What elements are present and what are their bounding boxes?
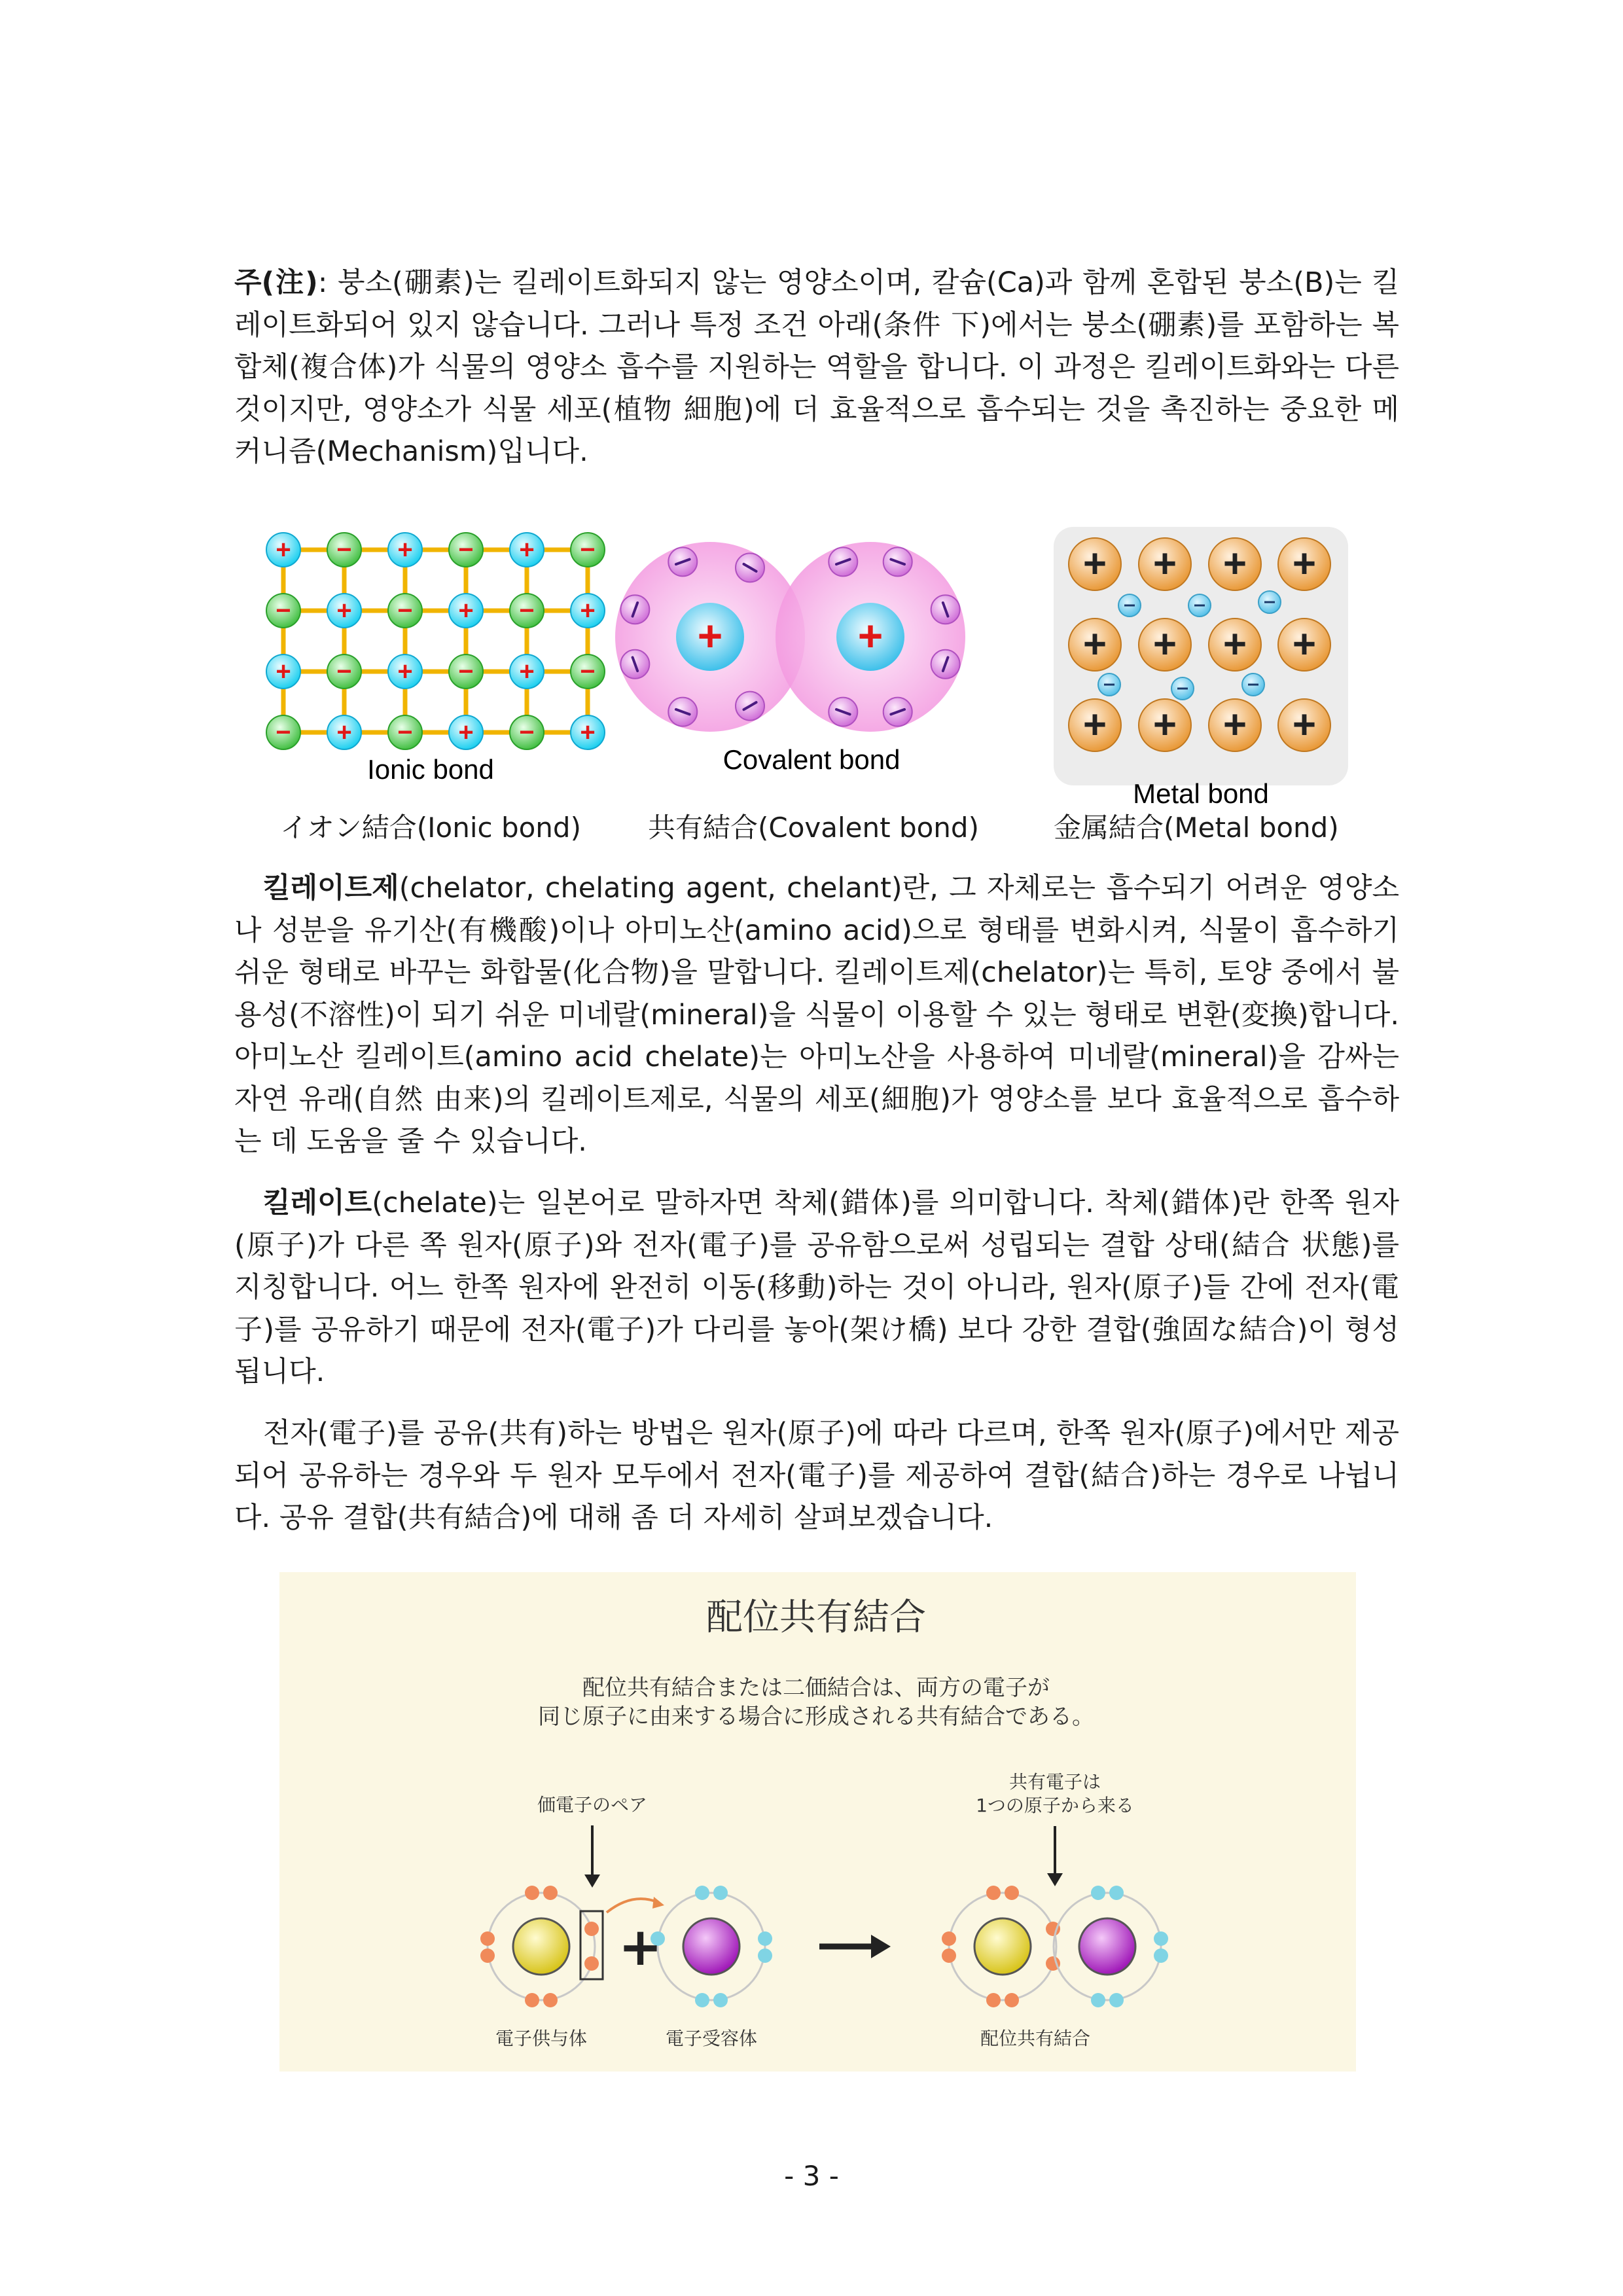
electron	[1109, 1993, 1124, 2007]
plus-icon: +	[857, 611, 883, 660]
caption-metal: 金属結合(Metal bond)	[1054, 812, 1339, 844]
donor-nucleus	[513, 1918, 569, 1975]
minus-icon: −	[519, 718, 535, 747]
note-paragraph	[234, 262, 1399, 473]
ionic-bond-label: Ionic bond	[367, 754, 494, 785]
chelate-paragraph	[234, 1182, 1399, 1393]
page-number: - 3 -	[784, 2160, 839, 2192]
note-text: : 붕소(硼素)는 킬레이트화되지 않는 영양소이며, 칼슘(Ca)과 함께 혼합된 붕소(B)는 킬레이트화되어 있지 않습니다. 그러나 특정 조건 아래(条件 下)에서는 붕소(硼素)를 포함하는 복합체(複合体)가 식물의 영양소 흡수를 지원하는 역할을 합니다. 이 과정은 킬레이트화와는 다른 것이지만, 영양소가 식물 세포(植物 細胞)에 더 효율적으로 흡수되는 것을 촉진하는 중요한 메커니즘(Mechanism)입니다.	[234, 266, 1399, 468]
electron	[543, 1886, 558, 1900]
electron	[1005, 1993, 1019, 2007]
minus-icon: −	[336, 535, 352, 564]
ionic-lattice	[266, 533, 605, 749]
plus-sign-icon: +	[618, 1916, 663, 1977]
chelator-paragraph	[234, 867, 1399, 1163]
plus-icon: +	[336, 718, 352, 747]
electron	[713, 1993, 728, 2007]
minus-icon: −	[397, 718, 413, 747]
electron	[1091, 1886, 1105, 1900]
plus-icon: +	[1222, 622, 1247, 667]
metal-bond-label: Metal bond	[1133, 778, 1269, 809]
plus-icon: +	[697, 611, 723, 660]
electron	[713, 1886, 728, 1900]
plus-icon: +	[1292, 541, 1317, 586]
chelator-text: (chelator, chelating agent, chelant)란, 그 자체로는 흡수되기 어려운 영양소나 성분을 유기산(有機酸)이나 아미노산(amino acid)으로 형태를 변화시켜, 식물이 흡수하기 쉬운 형태로 바꾸는 화합물(化合物)을 말합니다. 킬레이트제(chelator)는 특히, 토양 중에서 불용성(不溶性)이 되기 쉬운 미네랄(mineral)을 식물이 이용할 수 있는 형태로 변환(変換)합니다. 아미노산 킬레이트(amino acid chelate)는 아미노산을 사용하여 미네랄(mineral)을 감싸는 자연 유래(自然 由来)의 킬레이트제로, 식물의 세포(細胞)가 영양소를 보다 효율적으로 흡수하는 데 도움을 줄 수 있습니다.	[234, 872, 1399, 1158]
chelator-label: 킬레이트제	[263, 872, 399, 905]
shared-electrons-label-line2: 1つの原子から来る	[976, 1795, 1134, 1816]
electron	[525, 1993, 539, 2007]
plus-icon: +	[1082, 622, 1107, 667]
electron	[1154, 1931, 1168, 1946]
plus-icon: +	[1292, 622, 1317, 667]
plus-icon: +	[1292, 702, 1317, 747]
plus-icon: +	[519, 535, 535, 564]
electron	[480, 1948, 495, 1963]
minus-icon: −	[458, 657, 474, 686]
minus-icon: −	[458, 535, 474, 564]
plus-icon: +	[519, 657, 535, 686]
plus-icon: +	[1152, 541, 1177, 586]
shared-electrons-label-line1: 共有電子は	[1008, 1771, 1101, 1793]
minus-icon: −	[276, 596, 291, 625]
result-acceptor-nucleus	[1079, 1918, 1135, 1975]
chelate-text: (chelate)는 일본어로 말하자면 착체(錯体)를 의미합니다. 착체(錯体)란 한쪽 원자(原子)가 다른 쪽 원자(原子)와 전자(電子)를 공유함으로써 성립되는 결합 상태(結合 状態)를 지칭합니다. 어느 한쪽 원자에 완전히 이동(移動)하는 것이 아니라, 원자(原子)들 간에 전자(電子)를 공유하기 때문에 전자(電子)가 다리를 놓아(架け橋) 보다 강한 결합(強固な結合)이 형성됩니다.	[234, 1187, 1399, 1388]
electron	[942, 1948, 956, 1963]
minus-icon: −	[519, 596, 535, 625]
electron	[1005, 1886, 1019, 1900]
covalent-bond-label: Covalent bond	[722, 744, 901, 775]
electron	[695, 1993, 709, 2007]
plus-icon: +	[1222, 702, 1247, 747]
covalent-diagram	[615, 542, 965, 732]
acceptor-nucleus	[683, 1918, 740, 1975]
electron	[758, 1948, 772, 1963]
electron	[543, 1993, 558, 2007]
electron	[1109, 1886, 1124, 1900]
electron	[942, 1931, 956, 1946]
figure-title: 配位共有結合	[706, 1596, 926, 1639]
plus-icon: +	[1152, 702, 1177, 747]
caption-covalent: 共有結合(Covalent bond)	[648, 812, 979, 844]
acceptor-label: 電子受容体	[665, 2028, 758, 2049]
figure-desc-line2: 同じ原子に由来する場合に形成される共有結合である。	[538, 1704, 1094, 1730]
plus-icon: +	[458, 596, 474, 625]
minus-icon: −	[276, 718, 291, 747]
plus-icon: +	[276, 657, 291, 686]
plus-icon: +	[397, 535, 413, 564]
plus-icon: +	[276, 535, 291, 564]
minus-icon: −	[336, 657, 352, 686]
electron	[584, 1922, 599, 1936]
plus-icon: +	[580, 596, 596, 625]
plus-icon: +	[336, 596, 352, 625]
plus-icon: +	[1222, 541, 1247, 586]
plus-icon: +	[1082, 541, 1107, 586]
note-label: 주(注)	[234, 266, 318, 299]
electron	[986, 1886, 1001, 1900]
minus-icon: −	[580, 657, 596, 686]
electron	[758, 1931, 772, 1946]
result-donor-nucleus	[974, 1918, 1031, 1975]
chelate-label: 킬레이트	[263, 1187, 372, 1219]
electron	[695, 1886, 709, 1900]
bond-types-figure	[259, 517, 1364, 851]
sharing-paragraph	[234, 1412, 1399, 1539]
plus-icon: +	[1082, 702, 1107, 747]
electron	[1154, 1948, 1168, 1963]
coordinate-bond-figure	[279, 1572, 1356, 2072]
electron	[480, 1931, 495, 1946]
minus-icon: −	[397, 596, 413, 625]
donor-label: 電子供与体	[495, 2028, 588, 2049]
plus-icon: +	[458, 718, 474, 747]
electron	[525, 1886, 539, 1900]
plus-icon: +	[580, 718, 596, 747]
minus-icon: −	[580, 535, 596, 564]
electron	[1091, 1993, 1105, 2007]
metal-diagram	[1054, 527, 1348, 785]
figure-desc-line1: 配位共有結合または二価結合は、両方の電子が	[582, 1675, 1050, 1701]
plus-icon: +	[397, 657, 413, 686]
plus-icon: +	[1152, 622, 1177, 667]
sharing-text: 전자(電子)를 공유(共有)하는 방법은 원자(原子)에 따라 다르며, 한쪽 원자(原子)에서만 제공되어 공유하는 경우와 두 원자 모두에서 전자(電子)를 제공하여 결합(結合)하는 경우로 나뉩니다. 공유 결합(共有結合)에 대해 좀 더 자세히 살펴보겠습니다.	[234, 1417, 1399, 1534]
result-label: 配位共有結合	[980, 2028, 1091, 2049]
valence-pair-label: 価電子のペア	[537, 1794, 648, 1816]
caption-ionic: イオン結合(Ionic bond)	[280, 812, 581, 844]
electron	[584, 1956, 599, 1971]
electron	[986, 1993, 1001, 2007]
